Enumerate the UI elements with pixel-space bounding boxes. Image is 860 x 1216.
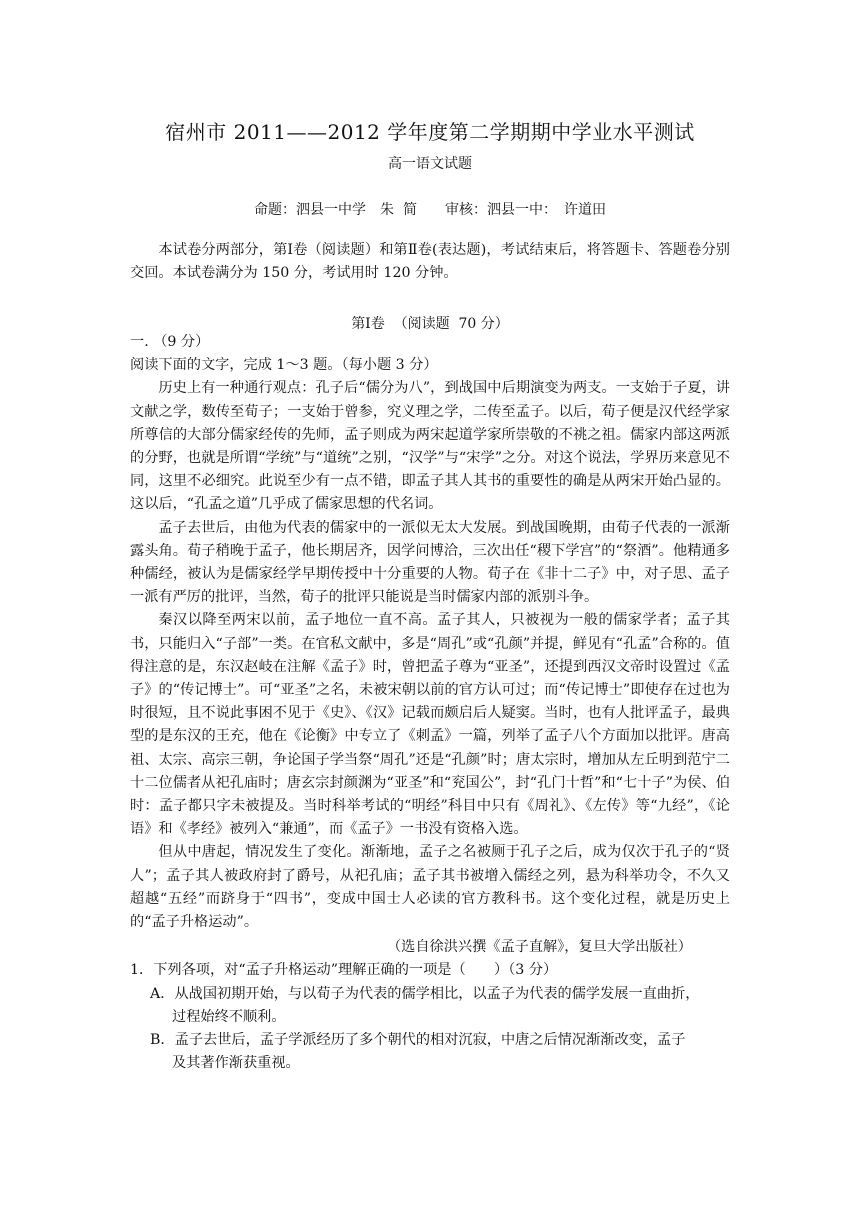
option-text-continued: 及其著作渐获重视。	[172, 1055, 300, 1072]
exam-authors: 命题：泗县一中学 朱 简 审核：泗县一中： 许道田	[254, 202, 606, 218]
section-heading: 第Ⅰ卷 （阅读题 70 分）	[351, 316, 509, 332]
option-label: B．	[150, 1032, 175, 1049]
passage-paragraph: 但从中唐起，情况发生了变化。渐渐地，孟子之名被厕于孔子之后，成为仅次于孔子的“贤人”；孟子其人被政府封了爵号，从祀孔庙；孟子其书被增入儒经之列，悬为科举功令，不久又超越“五经”而跻身于“四书”，变成中国士人必读的官方教科书。这个变化过程，就是历史上的“孟子升格运动”。	[130, 844, 730, 931]
reading-section	[130, 331, 730, 1076]
part-label: 一. （9 分）	[130, 334, 210, 350]
instructions-text: 本试卷分两部分，第Ⅰ卷（阅读题）和第Ⅱ卷(表达题)，考试结束后，将答题卡、答题卷分别交回。本试卷满分为 150 分，考试用时 120 分钟。	[130, 242, 730, 282]
exam-subtitle: 高一语文试题	[388, 156, 472, 172]
option-text-continued: 过程始终不顺利。	[172, 1008, 286, 1025]
option-text: 从战国初期开始，与以荀子为代表的儒学相比，以孟子为代表的儒学发展一直曲折，	[174, 985, 700, 1002]
reading-instruction: 阅读下面的文字，完成 1～3 题。（每小题 3 分）	[130, 357, 438, 374]
passage-paragraph: 历史上有一种通行观点：孔子后“儒分为八”，到战国中后期演变为两支。一支始于子夏，讲文献之学，数传至荀子；一支始于曾参，究义理之学，二传至孟子。以后，荀子便是汉代经学家所尊信的大部分儒家经传的先师，孟子则成为两宋起道学家所崇敬的不祧之祖。儒家内部这两派的分野，也就是所谓“学统”与“道统”之别，“汉学”与“宋学”之分。对这个说法，学界历来意见不同，这里不必细究。此说至少有一点不错，即孟子其人其书的重要性的确是从两宋开始凸显的。这以后，“孔孟之道”几乎成了儒家思想的代名词。	[130, 380, 730, 513]
option-text: 孟子去世后，孟子学派经历了多个朝代的相对沉寂，中唐之后情况渐渐改变，孟子	[174, 1032, 686, 1049]
passage-source: （选自徐洪兴撰《孟子直解》，复旦大学出版社）	[386, 939, 692, 956]
question-1-stem: 1．下列各项，对“孟子升格运动”理解正确的一项是（ ）（3 分）	[130, 962, 558, 979]
question-1-option-a[interactable]	[130, 983, 730, 1029]
option-label: A．	[150, 985, 175, 1002]
passage-paragraph: 孟子去世后，由他为代表的儒家中的一派似无太大发展。到战国晚期，由荀子代表的一派渐露头角。荀子稍晚于孟子，他长期居齐，因学问博洽，三次出任“稷下学宫”的“祭酒”。他精通多种儒经，被认为是儒家经学早期传授中十分重要的人物。荀子在《非十二子》中，对子思、孟子一派有严厉的批评，当然，荀子的批评只能说是当时儒家内部的派别斗争。	[130, 519, 730, 606]
exam-title: 宿州市 2011——2012 学年度第二学期期中学业水平测试	[165, 120, 695, 144]
passage-paragraph: 秦汉以降至两宋以前，孟子地位一直不高。孟子其人，只被视为一般的儒家学者；孟子其书，只能归入“子部”一类。在官私文献中，多是“周孔”或“孔颜”并提，鲜见有“孔孟”合称的。值得注意的是，东汉赵岐在注解《孟子》时，曾把孟子尊为“亚圣”，还提到西汉文帝时设置过《孟子》的“传记博士”。可“亚圣”之名，未被宋朝以前的官方认可过；而“传记博士”即使存在过也为时很短，且不说此事困不见于《史》、《汉》记载而颇启后人疑窦。当时，也有人批评孟子，最典型的是东汉的王充，他在《论衡》中专立了《刺孟》一篇，列举了孟子八个方面加以批评。唐高祖、太宗、高宗三朝，争论国子学当祭“周孔”还是“孔颜”时；唐太宗时，增加从左丘明到范宁二十二位儒者从祀孔庙时；唐玄宗封颜渊为“亚圣”和“兖国公”，封“孔门十哲”和“七十子”为侯、伯时：孟子都只字未被提及。当时科举考试的“明经”科目中只有《周礼》、《左传》等“九经”，《论语》和《孝经》被列入“兼通”，而《孟子》一书没有资格入选。	[130, 612, 730, 838]
question-1-option-b[interactable]	[130, 1029, 730, 1075]
exam-instructions	[130, 239, 730, 285]
